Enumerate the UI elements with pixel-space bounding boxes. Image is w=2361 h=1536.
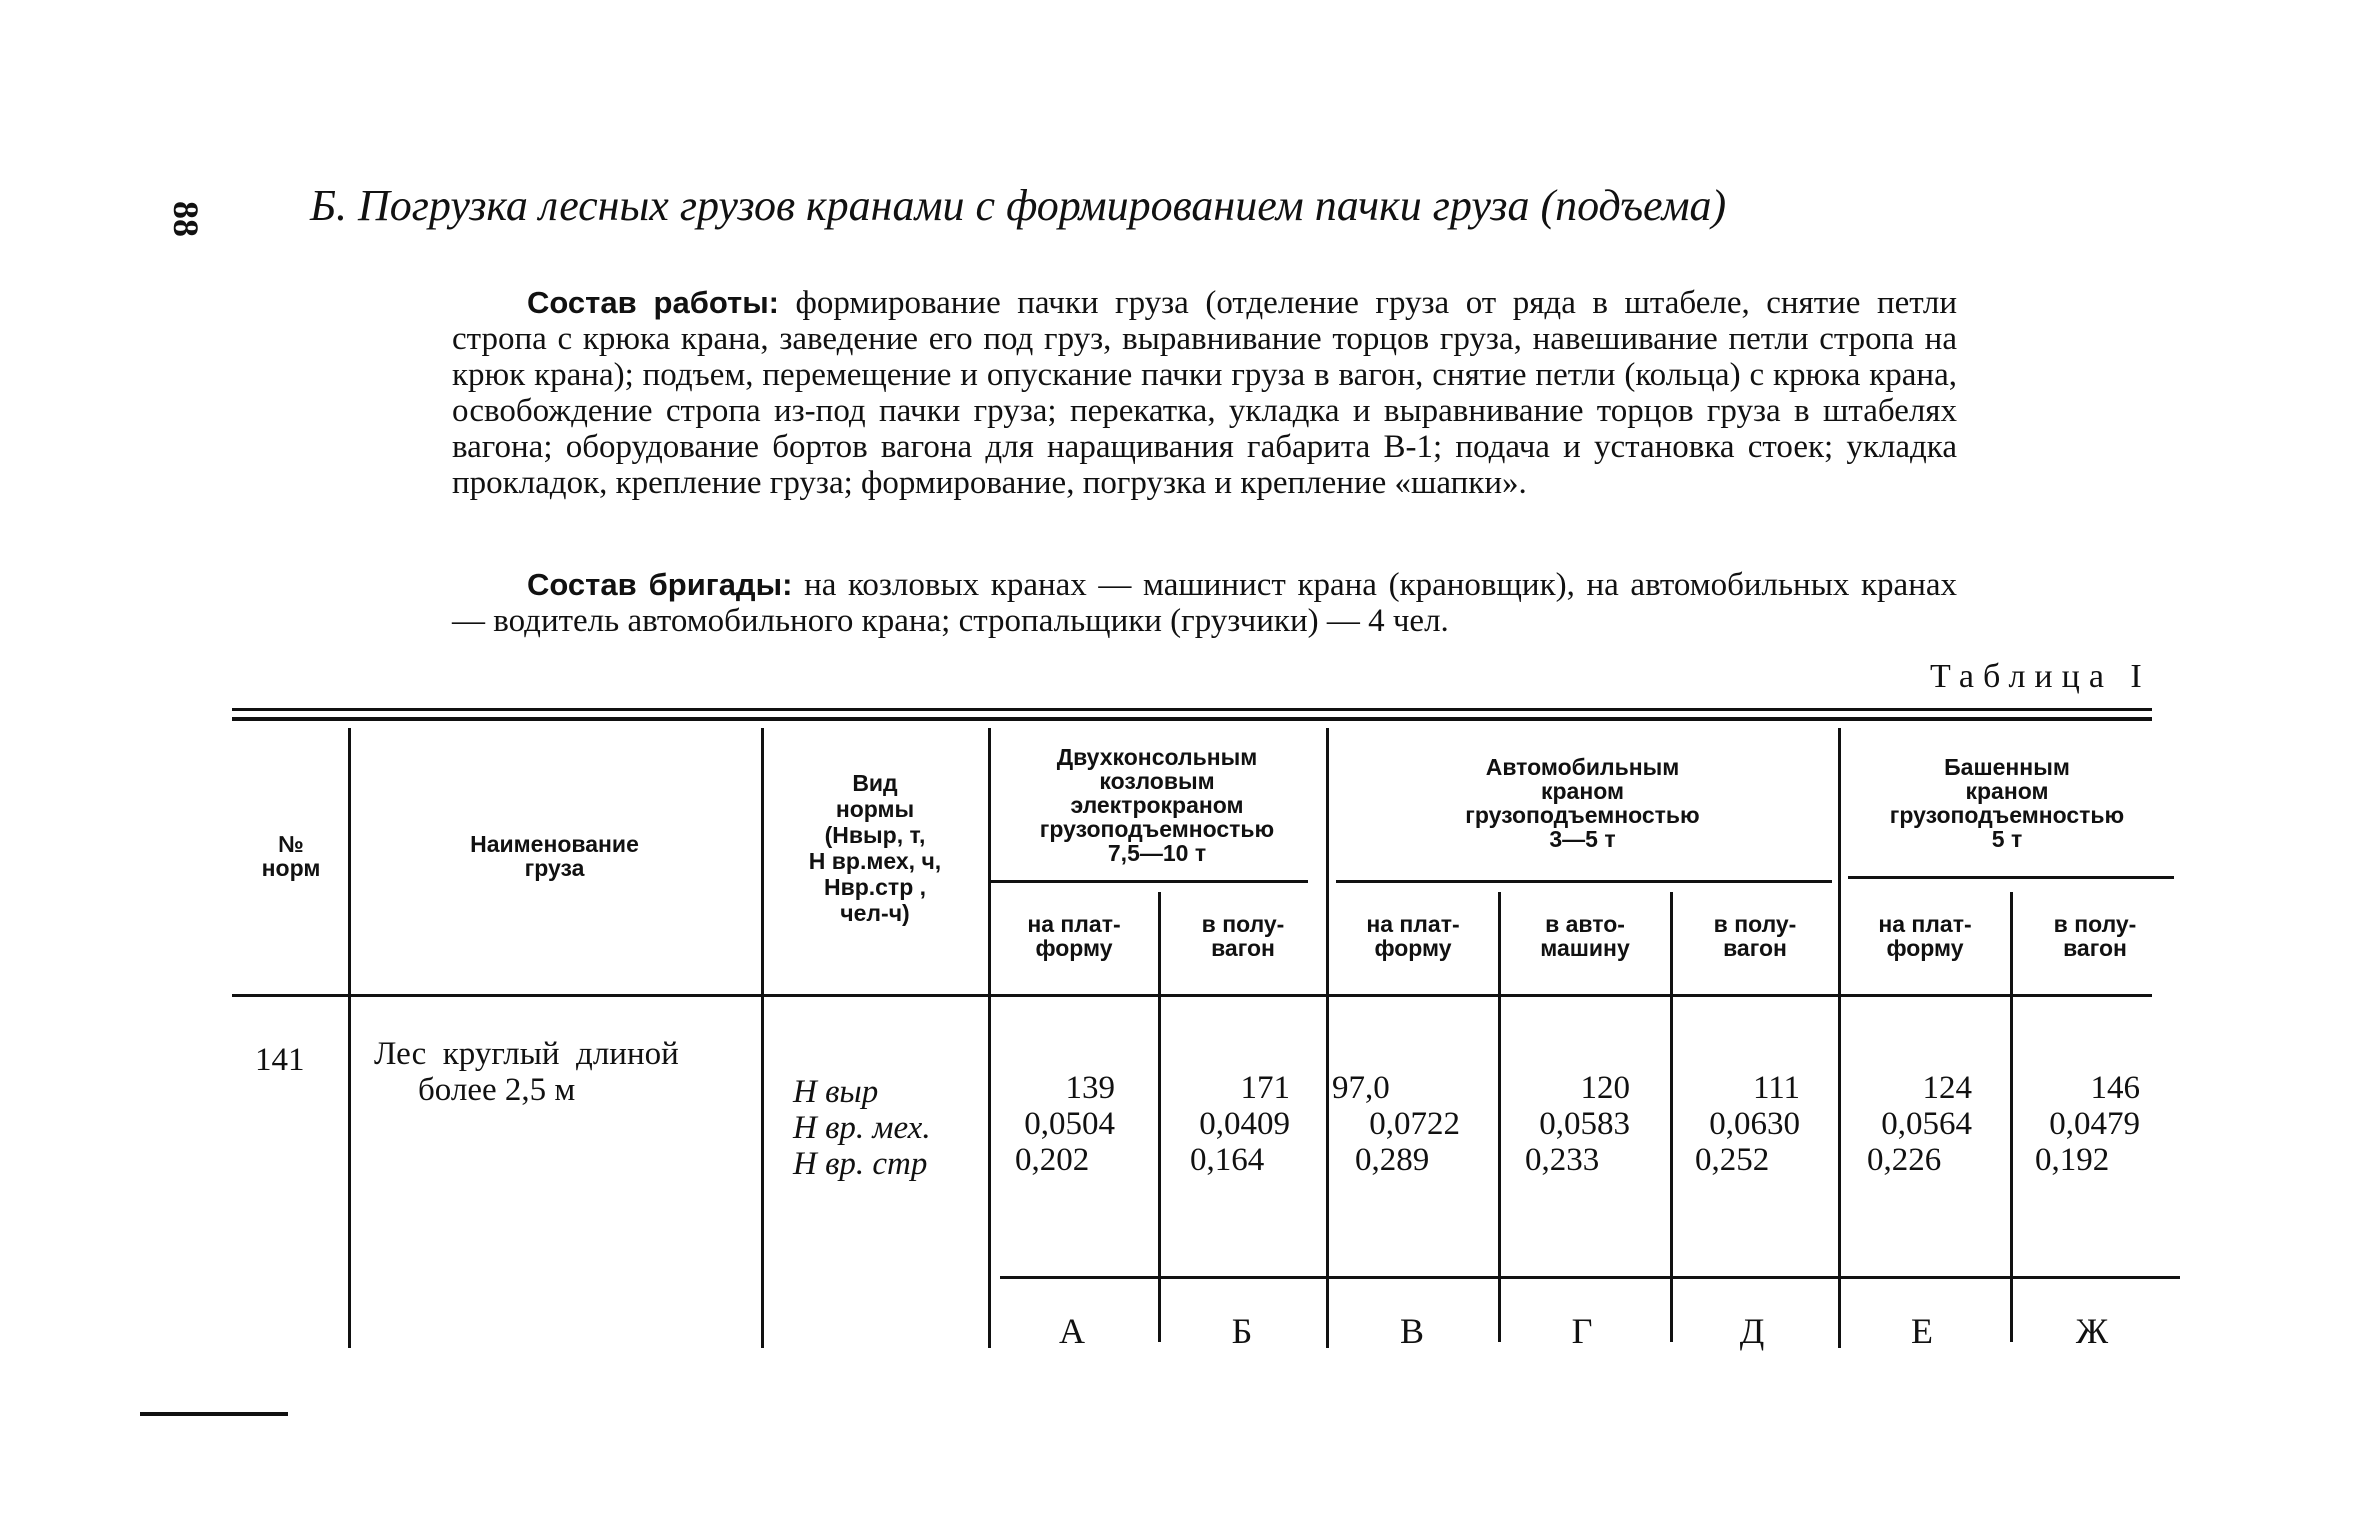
values-col-e: [1822, 1070, 1972, 1178]
val-b-2: 0,0409: [1199, 1106, 1290, 1142]
column-letter-g: Г: [1571, 1311, 1593, 1351]
header-type-line-5: Нвр.стр ,: [823, 874, 927, 900]
group2-underline: [1336, 880, 1832, 883]
cargo-name-line-2: более 2,5 м: [418, 1072, 576, 1108]
column-letter-v: В: [1399, 1311, 1424, 1351]
column-letter-a: А: [1059, 1311, 1085, 1351]
type-nvr-mekh: Н вр. мех.: [793, 1110, 931, 1146]
header-type-line-2: нормы: [835, 796, 915, 822]
letter-row-rule: [1000, 1276, 2180, 1279]
brigade-label: Состав бригады:: [527, 567, 793, 602]
values-col-a: [965, 1070, 1115, 1178]
val-v-2: 0,0722: [1369, 1106, 1460, 1142]
subcol-b-l1: в полу-: [1201, 911, 1285, 937]
column-letter-e: Е: [1911, 1311, 1933, 1351]
val-d-2: 0,0630: [1709, 1106, 1800, 1142]
header-no-line-2: норм: [261, 855, 321, 881]
val-d-1: 111: [1752, 1070, 1800, 1106]
header-group-gantry: [992, 745, 1322, 865]
val-b-1: 171: [1240, 1070, 1290, 1106]
header-type-line-4: Н вр.мех, ч,: [808, 848, 942, 874]
header-type-line-3: (Нвыр, т,: [824, 822, 926, 848]
row-cargo-name: [374, 1036, 760, 1108]
subcol-zh-l2: вагон: [2063, 935, 2127, 961]
g3-line-3: грузоподъемностью: [1889, 802, 2125, 828]
val-zh-3: 0,192: [2035, 1142, 2110, 1178]
val-d-3: 0,252: [1695, 1142, 1770, 1178]
val-e-3: 0,226: [1867, 1142, 1942, 1178]
subcol-zh: [2014, 912, 2176, 960]
work-composition: [452, 285, 1957, 501]
val-a-3: 0,202: [1015, 1142, 1090, 1178]
val-g-1: 120: [1580, 1070, 1630, 1106]
val-g-2: 0,0583: [1539, 1106, 1630, 1142]
g3-line-4: 5 т: [1991, 826, 2023, 852]
values-col-v: [1310, 1070, 1460, 1178]
table-caption: Таблица I: [1930, 658, 2151, 695]
subcol-g-l2: машину: [1540, 935, 1630, 961]
header-no: [236, 832, 346, 880]
subcol-b: [1162, 912, 1324, 960]
header-name: [352, 832, 757, 880]
val-v-3: 0,289: [1355, 1142, 1430, 1178]
g1-line-1: Двухконсольным: [1056, 744, 1258, 770]
header-bottom-rule: [232, 994, 2152, 997]
val-a-1: 139: [1065, 1070, 1115, 1106]
col-line-1: [348, 728, 351, 1348]
col-line-8: [1838, 728, 1841, 1348]
g1-line-3: электрокраном: [1070, 792, 1244, 818]
row-norm-types: [793, 1074, 931, 1182]
header-name-line-2: груза: [524, 855, 585, 881]
work-text: формирование пачки груза (отделение груза от ряда в штабеле, снятие петли стропа с крюка крана, заведение его под груз, выравнивание торцов груза, навешивание петли стропа на крюк крана); подъем, перемещение и опускание пачки груза в вагон, снятие петли (кольца) с крюка крана, освобождение стропа из-под пачки груза; перекатка, укладка и выравнивание торцов груза в штабелях вагона; оборудование бортов вагона для наращивания габарита В-1; подача и установка стоек; укладка прокладок, крепление груза; формирование, погрузка и крепление «шапки».: [452, 285, 1958, 501]
brigade-composition: [452, 567, 1957, 639]
column-letter-b: Б: [1231, 1311, 1253, 1351]
work-label: Состав работы:: [527, 285, 779, 320]
cargo-name-line-1: Лес круглый длиной: [374, 1036, 679, 1072]
values-col-zh: [1990, 1070, 2140, 1178]
subcol-e: [1842, 912, 2008, 960]
values-col-g: [1480, 1070, 1630, 1178]
header-norm-type: [764, 770, 986, 926]
section-title: Б. Погрузка лесных грузов кранами с формированием пачки груза (подъема): [310, 181, 1727, 230]
g1-line-4: грузоподъемностью: [1039, 816, 1275, 842]
subcol-d-l2: вагон: [1723, 935, 1787, 961]
val-v-1: 97,0: [1332, 1070, 1390, 1106]
header-type-line-6: чел-ч): [840, 900, 910, 926]
g2-line-3: грузоподъемностью: [1465, 802, 1700, 828]
subcol-b-l2: вагон: [1211, 935, 1275, 961]
val-zh-2: 0,0479: [2049, 1106, 2140, 1142]
g2-line-4: 3—5 т: [1549, 826, 1616, 852]
subcol-a: [992, 912, 1156, 960]
page-number: 88: [166, 201, 206, 237]
col-line-3: [988, 728, 991, 1348]
g1-line-2: козловым: [1099, 768, 1215, 794]
val-zh-1: 146: [2090, 1070, 2140, 1106]
header-name-line-1: Наименование: [470, 831, 639, 857]
type-nvyr: Н выр: [793, 1074, 879, 1110]
subcol-a-l1: на плат-: [1027, 911, 1121, 937]
g2-line-1: Автомобильным: [1485, 754, 1680, 780]
table-top-rule-2: [232, 717, 2152, 721]
subcol-g: [1502, 912, 1668, 960]
row-norm-number: 141: [255, 1042, 305, 1078]
footnote-rule: [140, 1412, 288, 1416]
brigade-text: на козловых кранах — машинист крана (крановщик), на автомобильных кранах — водитель автомобильного крана; стропальщики (грузчики) — 4 чел.: [452, 567, 1958, 639]
subcol-d: [1674, 912, 1836, 960]
subcol-v-l2: форму: [1374, 935, 1452, 961]
g2-line-2: краном: [1540, 778, 1624, 804]
val-e-1: 124: [1922, 1070, 1972, 1106]
header-group-truck: [1330, 755, 1835, 851]
subcol-d-l1: в полу-: [1713, 911, 1797, 937]
column-letter-d: Д: [1739, 1311, 1765, 1351]
subcol-zh-l1: в полу-: [2053, 911, 2137, 937]
subcol-v-l1: на плат-: [1366, 911, 1460, 937]
values-col-b: [1140, 1070, 1290, 1178]
g3-line-2: краном: [1965, 778, 2049, 804]
header-no-line-1: №: [278, 831, 304, 857]
val-g-3: 0,233: [1525, 1142, 1600, 1178]
val-b-3: 0,164: [1190, 1142, 1265, 1178]
val-e-2: 0,0564: [1881, 1106, 1972, 1142]
subcol-g-l1: в авто-: [1545, 911, 1625, 937]
g3-line-1: Башенным: [1944, 754, 2070, 780]
subcol-e-l1: на плат-: [1878, 911, 1972, 937]
column-letter-zh: Ж: [2075, 1311, 2109, 1351]
g1-line-5: 7,5—10 т: [1107, 840, 1207, 866]
group1-underline: [988, 880, 1308, 883]
values-col-d: [1650, 1070, 1800, 1178]
header-type-line-1: Вид: [852, 770, 898, 796]
col-line-5: [1326, 728, 1329, 1348]
type-nvr-str: Н вр. стр: [793, 1146, 928, 1182]
subcol-e-l2: форму: [1886, 935, 1964, 961]
group3-underline: [1848, 876, 2174, 879]
table-top-rule-1: [232, 708, 2152, 711]
header-group-tower: [1842, 755, 2172, 851]
val-a-2: 0,0504: [1024, 1106, 1115, 1142]
subcol-a-l2: форму: [1035, 935, 1113, 961]
subcol-v: [1330, 912, 1496, 960]
